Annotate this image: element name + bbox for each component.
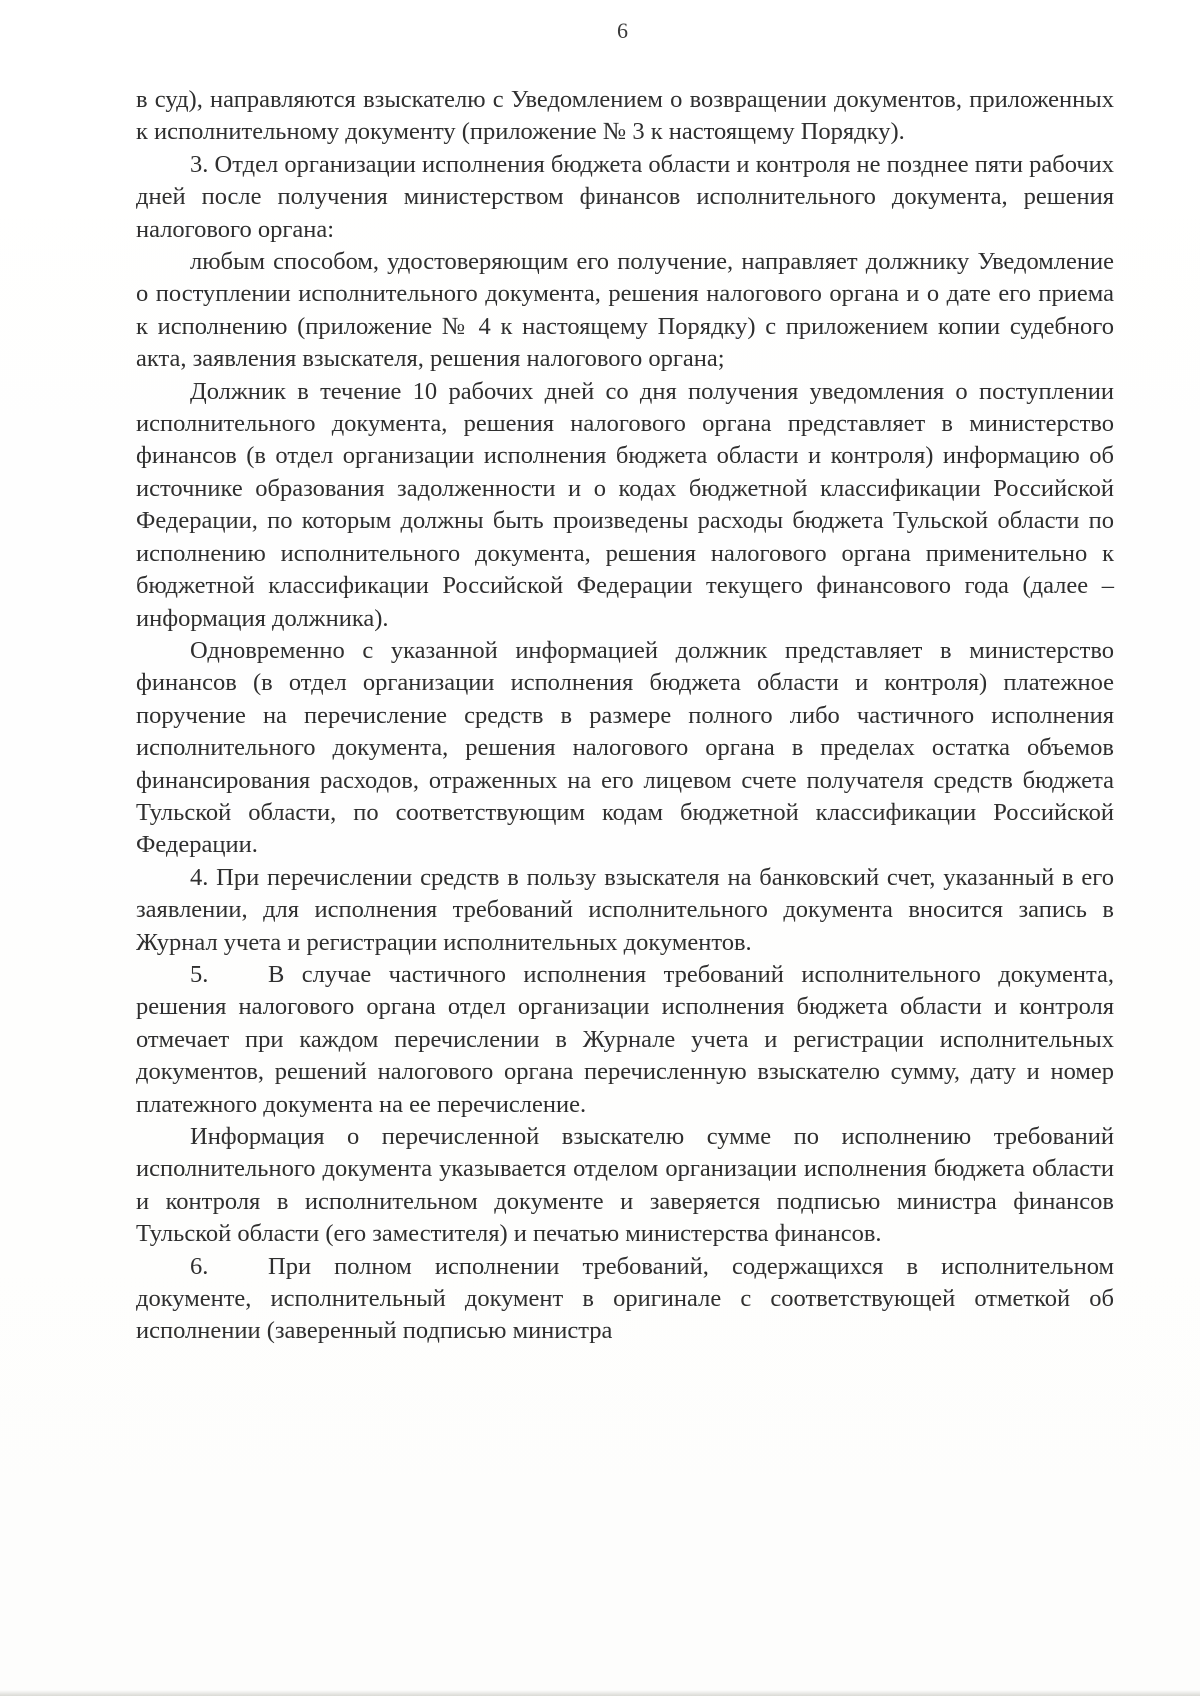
paragraph-4: 4. При перечислении средств в пользу взыскателя на банковский счет, указанный в его заявлении, для исполнения требований исполнительного документа вносится запись в Журнал учета и регистрации исполнительных документов. [136,863,1114,956]
paragraph-5-number: 5. [190,960,209,988]
paragraph-6-number: 6. [190,1252,209,1280]
scan-edge-shadow [0,1690,1200,1696]
paragraph-3: 3. Отдел организации исполнения бюджета области и контроля не позднее пяти рабочих дней после получения министерством финансов исполнительного документа, решения налогового органа: [136,150,1114,243]
paragraph-6-text: При полном исполнении требований, содержащихся в исполнительном документе, исполнительный документ в оригинале с соответствующей отметкой об исполнении (заверенный подписью министра [136,1252,1114,1345]
paragraph-6 [136,1251,1114,1348]
paragraph-amount-info: Информация о перечисленной взыскателю сумме по исполнению требований исполнительного документа указывается отделом организации исполнения бюджета области и контроля в исполнительном документе и заверяется подписью министра финансов Тульской области (его заместителя) и печатью министерства финансов. [136,1123,1114,1248]
body-text [136,84,1114,1348]
paragraph-payment-order: Одновременно с указанной информацией должник представляет в министерство финансов (в отдел организации исполнения бюджета области и контроля) платежное поручение на перечисление средств в размере полного либо частичного исполнения исполнительного документа, решения налогового органа в пределах остатка объемов финансирования расходов, отраженных на его лицевом счете получателя средств бюджета Тульской области, по соответствующим кодам бюджетной классификации Российской Федерации. [136,636,1114,859]
paragraph-5-text: В случае частичного исполнения требований исполнительного документа, решения налогового органа отдел организации исполнения бюджета области и контроля отмечает при каждом перечислении в Журнале учета и регистрации исполнительных документов, решений налогового органа перечисленную взыскателю сумму, дату и номер платежного документа на ее перечисление. [136,960,1114,1118]
page-number: 6 [617,18,628,43]
paragraph-continuation: в суд), направляются взыскателю с Уведомлением о возвращении документов, приложенных к исполнительному документу (приложение № 3 к настоящему Порядку). [136,86,1114,146]
paragraph-5 [136,959,1114,1121]
paragraph-debtor-info: Должник в течение 10 рабочих дней со дня получения уведомления о поступлении исполнительного документа, решения налогового органа представляет в министерство финансов (в отдел организации исполнения бюджета области и контроля) информацию об источнике образования задолженности и о кодах бюджетной классификации Российской Федерации, по которым должны быть произведены расходы бюджета Тульской области по исполнению исполнительного документа, решения налогового органа применительно к бюджетной классификации Российской Федерации текущего финансового года (далее – информация должника). [136,377,1114,632]
paragraph-notify-debtor: любым способом, удостоверяющим его получение, направляет должнику Уведомление о поступлении исполнительного документа, решения налогового органа и о дате его приема к исполнению (приложение № 4 к настоящему Порядку) с приложением копии судебного акта, заявления взыскателя, решения налогового органа; [136,248,1114,373]
